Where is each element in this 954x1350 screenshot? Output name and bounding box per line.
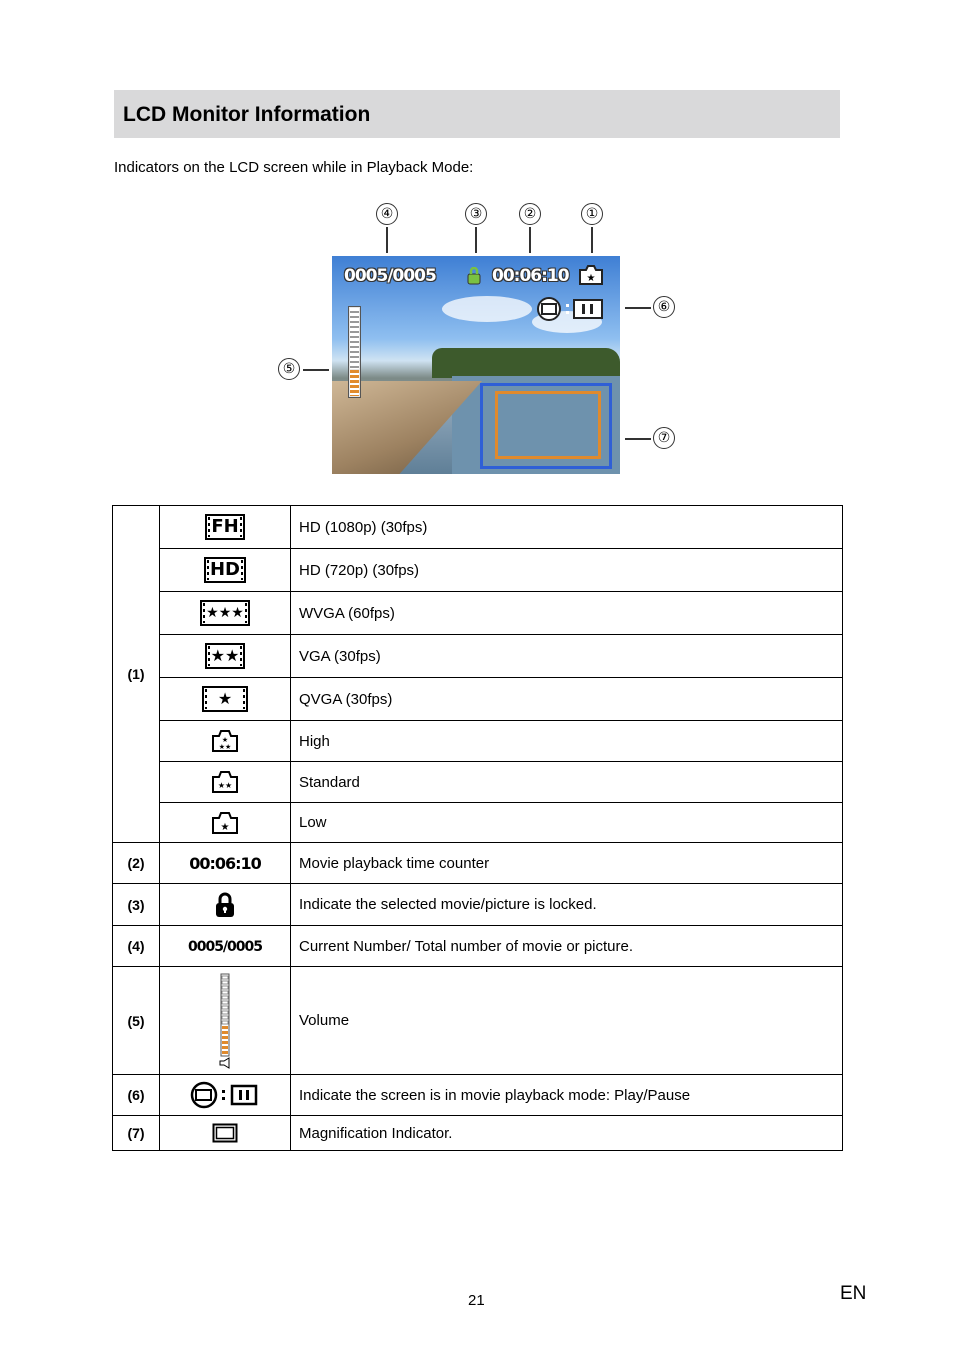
- lock-icon: [214, 892, 236, 918]
- lock-icon: [466, 267, 482, 285]
- svg-text:★★: ★★: [217, 781, 233, 790]
- magnification-frame-icon: [212, 1123, 238, 1143]
- row-index: (1): [113, 506, 160, 843]
- callout-1-arrow: [591, 227, 593, 253]
- osd-time-counter: 00:06:10: [492, 266, 569, 286]
- table-row: [113, 843, 843, 884]
- camera-low-quality-icon: [211, 811, 239, 835]
- row-description: QVGA (30fps): [291, 678, 843, 721]
- svg-text:★: ★: [221, 736, 229, 744]
- wvga-three-star-icon: ★★★: [200, 600, 250, 626]
- table-row: [113, 884, 843, 926]
- table-row: [113, 1075, 843, 1116]
- tree-line: [432, 348, 620, 378]
- row-description: WVGA (60fps): [291, 592, 843, 635]
- table-row: [113, 635, 843, 678]
- vga-two-star-icon: ★★: [205, 643, 246, 669]
- table-row: [113, 592, 843, 635]
- row-index: (5): [113, 967, 160, 1075]
- table-row: [113, 967, 843, 1075]
- table-row: [113, 762, 843, 803]
- row-description: Volume: [291, 967, 843, 1075]
- osd-file-counter: 0005/0005: [344, 266, 436, 286]
- time-counter: 00:06:10: [189, 853, 261, 873]
- callout-4: ④: [376, 203, 398, 225]
- hd-resolution-icon: HD: [204, 557, 246, 583]
- table-row: [113, 721, 843, 762]
- row-description: Magnification Indicator.: [291, 1116, 843, 1151]
- row-index: (7): [113, 1116, 160, 1151]
- volume-bar-icon: [218, 973, 232, 1069]
- indicator-table: [112, 505, 843, 1151]
- callout-4-arrow: [386, 227, 388, 253]
- callout-2: ②: [519, 203, 541, 225]
- callout-2-arrow: [529, 227, 531, 253]
- movie-play-pause-icon: [190, 1081, 260, 1109]
- movie-play-pause-icon: [536, 296, 606, 322]
- page-title: LCD Monitor Information: [123, 103, 371, 126]
- row-index: (4): [113, 926, 160, 967]
- row-description: HD (720p) (30fps): [291, 549, 843, 592]
- language-tag: EN: [840, 1283, 867, 1304]
- row-description: VGA (30fps): [291, 635, 843, 678]
- row-index: (2): [113, 843, 160, 884]
- table-row: [113, 803, 843, 843]
- row-description: Low: [291, 803, 843, 843]
- callout-6: ⑥: [653, 296, 675, 318]
- callout-3: ③: [465, 203, 487, 225]
- row-description: Current Number/ Total number of movie or picture.: [291, 926, 843, 967]
- file-counter: 0005/0005: [187, 938, 263, 955]
- lcd-playback-figure: [270, 195, 690, 485]
- intro-text: Indicators on the LCD screen while in Playback Mode:: [114, 159, 474, 176]
- callout-5: ⑤: [278, 358, 300, 380]
- callout-7: ⑦: [653, 427, 675, 449]
- table-row: [113, 926, 843, 967]
- callout-1: ①: [581, 203, 603, 225]
- row-description: Standard: [291, 762, 843, 803]
- row-index: (3): [113, 884, 160, 926]
- qvga-one-star-icon: ★: [202, 686, 248, 712]
- callout-7-arrow: [625, 438, 651, 440]
- section-heading-bar: [114, 90, 840, 138]
- svg-text:★★: ★★: [218, 743, 232, 751]
- table-row: [113, 549, 843, 592]
- callout-5-arrow: [303, 369, 329, 371]
- row-description: High: [291, 721, 843, 762]
- table-row: [113, 1116, 843, 1151]
- callout-3-arrow: [475, 227, 477, 253]
- volume-bar-icon: [348, 306, 361, 398]
- camera-standard-quality-icon: [211, 770, 239, 794]
- svg-text:★: ★: [586, 273, 596, 284]
- magnification-inner-frame: [495, 391, 601, 459]
- row-description: Indicate the selected movie/picture is locked.: [291, 884, 843, 926]
- svg-text:★: ★: [220, 821, 230, 833]
- page-number: 21: [468, 1292, 485, 1309]
- fh-resolution-icon: FH: [205, 514, 244, 540]
- row-description: HD (1080p) (30fps): [291, 506, 843, 549]
- table-row: [113, 506, 843, 549]
- camera-quality-icon: [578, 264, 604, 286]
- callout-6-arrow: [625, 307, 651, 309]
- camera-high-quality-icon: [211, 729, 239, 753]
- row-description: Movie playback time counter: [291, 843, 843, 884]
- row-index: (6): [113, 1075, 160, 1116]
- lcd-screen-photo: [332, 256, 620, 474]
- table-row: [113, 678, 843, 721]
- row-description: Indicate the screen is in movie playback mode: Play/Pause: [291, 1075, 843, 1116]
